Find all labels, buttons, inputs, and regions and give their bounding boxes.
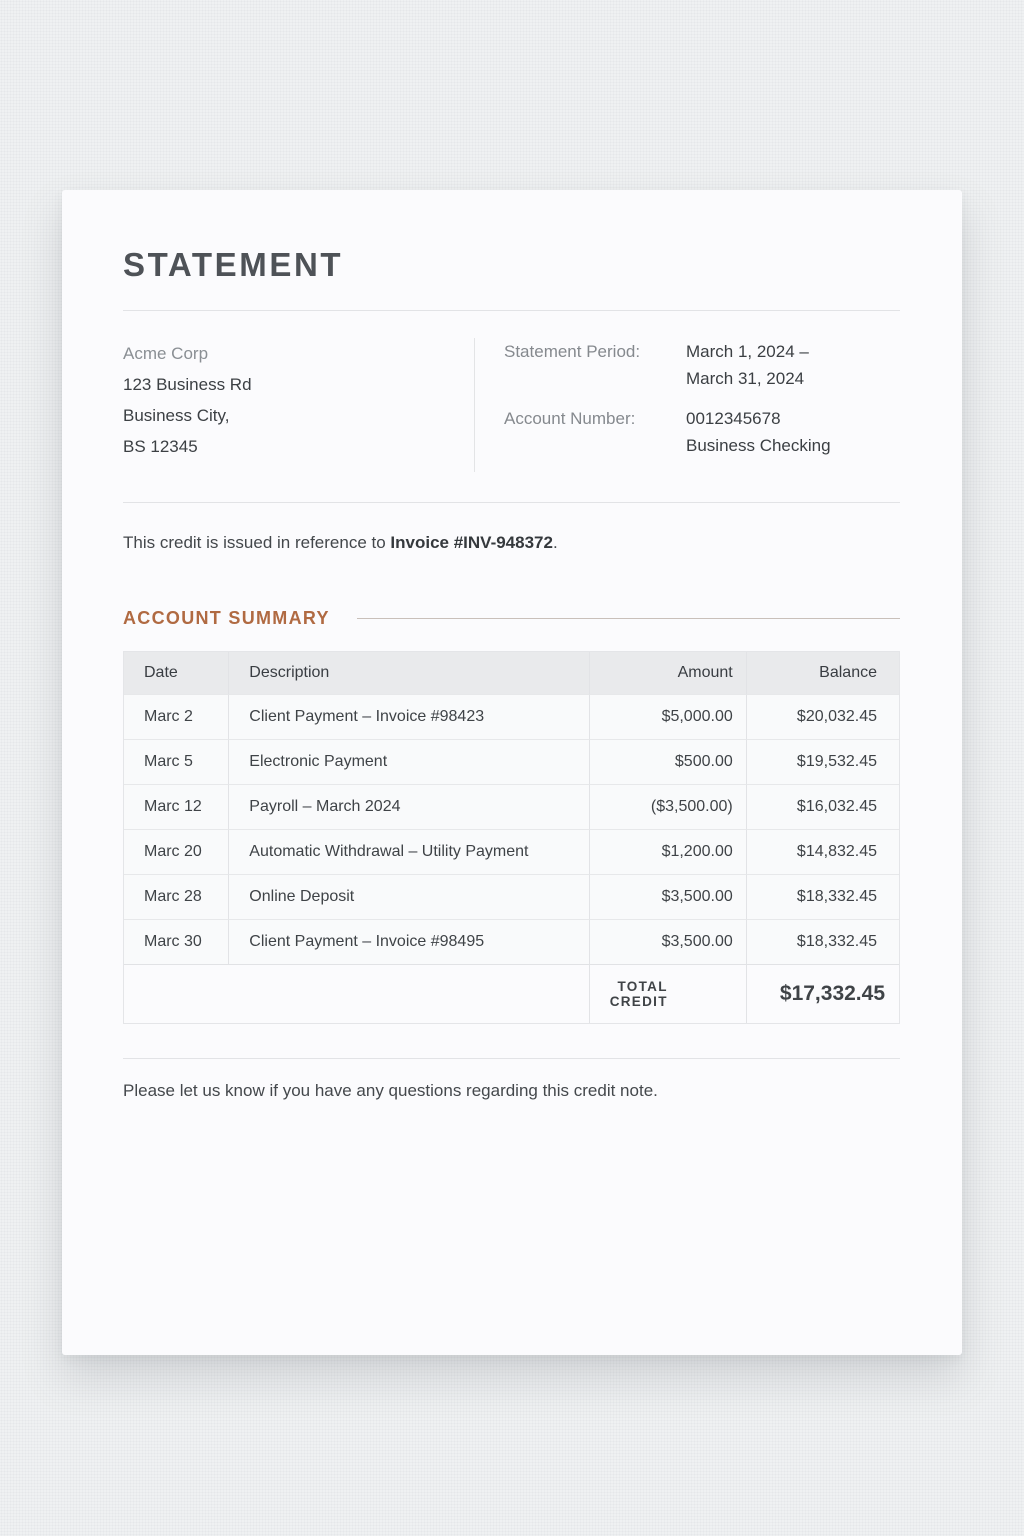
statement-period-line1: March 1, 2024 – [686, 342, 809, 361]
cell-description: Client Payment – Invoice #98495 [228, 919, 588, 964]
statement-period-line2: March 31, 2024 [686, 369, 805, 388]
cell-amount: $3,500.00 [589, 919, 746, 964]
table-row [124, 874, 899, 919]
cell-date: Marc 20 [124, 829, 228, 874]
statement-period-label: Statement Period: [504, 342, 641, 361]
statement-details-block [474, 338, 900, 472]
table-row [124, 829, 899, 874]
column-header-amount: Amount [589, 652, 746, 694]
credit-reference-invoice: Invoice #INV-948372 [390, 533, 553, 552]
cell-description: Online Deposit [228, 874, 588, 919]
cell-amount: $3,500.00 [589, 874, 746, 919]
column-header-date: Date [124, 652, 228, 694]
company-address-line1: 123 Business Rd [123, 375, 252, 394]
total-row-spacer [124, 964, 589, 1023]
cell-balance: $19,532.45 [746, 739, 899, 784]
cell-balance: $14,832.45 [746, 829, 899, 874]
statement-info-section [123, 311, 900, 502]
company-name: Acme Corp [123, 344, 209, 363]
table-row [124, 784, 899, 829]
account-number: 0012345678 [686, 409, 781, 428]
cell-date: Marc 12 [124, 784, 228, 829]
statement-paper [62, 190, 962, 1355]
table-row [124, 739, 899, 784]
cell-date: Marc 5 [124, 739, 228, 784]
cell-description: Payroll – March 2024 [228, 784, 588, 829]
cell-balance: $20,032.45 [746, 694, 899, 739]
account-number-label: Account Number: [504, 409, 636, 428]
cell-balance: $18,332.45 [746, 874, 899, 919]
column-header-balance: Balance [746, 652, 899, 694]
total-credit-value: $17,332.45 [746, 964, 899, 1023]
summary-table [123, 651, 900, 1024]
total-credit-row [124, 964, 899, 1023]
statement-period-value [686, 338, 900, 392]
cell-amount: $1,200.00 [589, 829, 746, 874]
total-credit-label: TOTAL CREDIT [589, 964, 746, 1023]
table-row [124, 919, 899, 964]
cell-date: Marc 2 [124, 694, 228, 739]
column-header-description: Description [228, 652, 588, 694]
table-header [124, 652, 899, 694]
table-header-row [124, 652, 899, 694]
account-number-row [504, 405, 900, 459]
company-address-line3: BS 12345 [123, 437, 198, 456]
cell-date: Marc 28 [124, 874, 228, 919]
account-summary-heading [123, 607, 900, 629]
account-type: Business Checking [686, 436, 831, 455]
table-row [124, 694, 899, 739]
cell-balance: $16,032.45 [746, 784, 899, 829]
account-number-value [686, 405, 900, 459]
credit-reference-line [123, 531, 900, 555]
credit-reference-prefix: This credit is issued in reference to [123, 533, 391, 552]
company-address-block [123, 338, 474, 472]
cell-description: Automatic Withdrawal – Utility Payment [228, 829, 588, 874]
cell-amount: $500.00 [589, 739, 746, 784]
account-summary-heading-text: ACCOUNT SUMMARY [123, 608, 330, 628]
heading-rule [357, 618, 900, 619]
company-address-line2: Business City, [123, 406, 230, 425]
cell-date: Marc 30 [124, 919, 228, 964]
cell-amount: $5,000.00 [589, 694, 746, 739]
page-title: STATEMENT [123, 246, 344, 283]
paper-content [62, 190, 962, 1103]
cell-amount: ($3,500.00) [589, 784, 746, 829]
cell-description: Electronic Payment [228, 739, 588, 784]
cell-balance: $18,332.45 [746, 919, 899, 964]
footer-divider [123, 1058, 900, 1059]
statement-period-row [504, 338, 900, 392]
info-divider [123, 502, 900, 503]
credit-reference-suffix: . [552, 533, 558, 552]
footer-note: Please let us know if you have any questions regarding this credit note. [123, 1081, 658, 1100]
cell-description: Client Payment – Invoice #98423 [228, 694, 588, 739]
